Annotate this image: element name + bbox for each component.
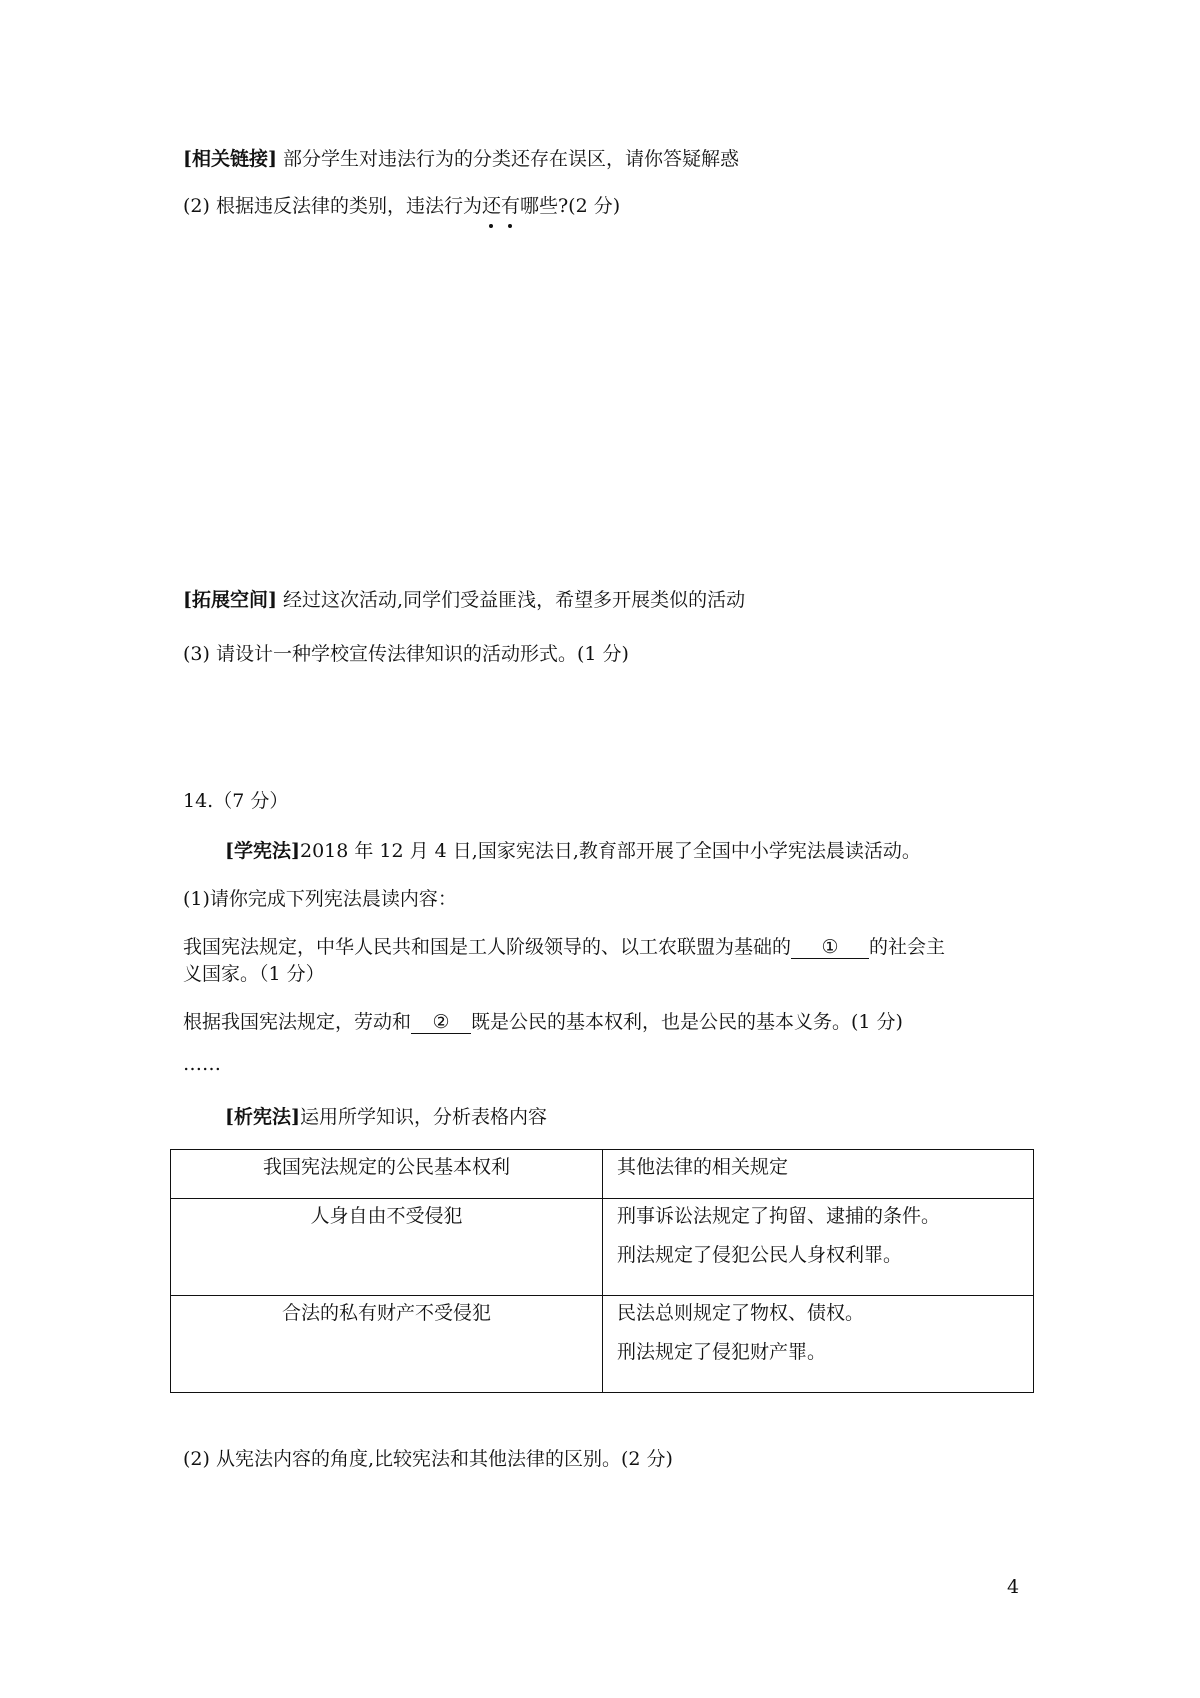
related-link-text: 部分学生对违法行为的分类还存在误区，请你答疑解惑	[276, 148, 740, 170]
sentence-1-line	[183, 938, 945, 959]
sentence-2-line	[183, 1013, 903, 1034]
table-row	[171, 1296, 1034, 1393]
law-item: 刑法规定了侵犯财产罪。	[617, 1341, 827, 1363]
header-other-laws: 其他法律的相关规定	[603, 1150, 1034, 1199]
emphasis-char-2: 有	[500, 195, 520, 217]
emphasis-char-1: 还	[481, 195, 501, 217]
sentence-1-continued: 义国家。（1 分）	[183, 963, 325, 985]
expand-text: 经过这次活动,同学们受益匪浅，希望多开展类似的活动	[276, 589, 746, 611]
sub-question-2: (2) 从宪法内容的角度,比较宪法和其他法律的区别。(2 分)	[183, 1448, 673, 1470]
sentence-1-post: 的社会主	[869, 936, 946, 958]
learn-constitution-text: 2018 年 12 月 4 日,国家宪法日,教育部开展了全国中小学宪法晨读活动。	[299, 840, 921, 862]
learn-constitution-tag: [学宪法]	[225, 840, 300, 862]
expand-line	[183, 591, 745, 610]
related-link-tag: [相关链接]	[183, 148, 277, 170]
table-cell-right: 人身自由不受侵犯	[171, 1199, 603, 1296]
sentence-2-pre: 根据我国宪法规定，劳动和	[183, 1011, 412, 1033]
blank-1: ①	[791, 938, 869, 959]
analyze-constitution-text: 运用所学知识，分析表格内容	[299, 1106, 547, 1128]
analyze-constitution-line	[225, 1108, 547, 1127]
rights-law-table	[170, 1149, 1034, 1393]
question-2-pre: (2) 根据违反法律的类别，违法行为	[183, 195, 482, 217]
related-link-line	[183, 150, 739, 169]
expand-tag: [拓展空间]	[183, 589, 277, 611]
table-cell-right: 合法的私有财产不受侵犯	[171, 1296, 603, 1393]
question-2-line	[183, 197, 620, 216]
law-item: 民法总则规定了物权、债权。	[617, 1302, 865, 1324]
question-3-line: (3) 请设计一种学校宣传法律知识的活动形式。(1 分)	[183, 643, 629, 665]
question-14-title: 14.（7 分）	[183, 790, 289, 812]
table-cell-laws	[603, 1296, 1034, 1393]
table-cell-laws	[603, 1199, 1034, 1296]
law-item: 刑法规定了侵犯公民人身权利罪。	[617, 1244, 903, 1266]
ellipsis: ……	[183, 1053, 221, 1075]
question-2-post: 哪些?(2 分)	[520, 195, 621, 217]
table-header-row	[171, 1150, 1034, 1199]
law-item: 刑事诉讼法规定了拘留、逮捕的条件。	[617, 1205, 941, 1227]
learn-constitution-line	[225, 842, 921, 861]
sentence-1-pre: 我国宪法规定，中华人民共和国是工人阶级领导的、以工农联盟为基础的	[183, 936, 792, 958]
page-number: 4	[1007, 1576, 1020, 1598]
analyze-constitution-tag: [析宪法]	[225, 1106, 300, 1128]
sentence-2-post: 既是公民的基本权利，也是公民的基本义务。(1 分)	[471, 1011, 903, 1033]
sub-question-1: (1)请你完成下列宪法晨读内容：	[183, 888, 457, 910]
header-basic-rights: 我国宪法规定的公民基本权利	[171, 1150, 603, 1199]
table-row	[171, 1199, 1034, 1296]
blank-2: ②	[411, 1013, 471, 1034]
